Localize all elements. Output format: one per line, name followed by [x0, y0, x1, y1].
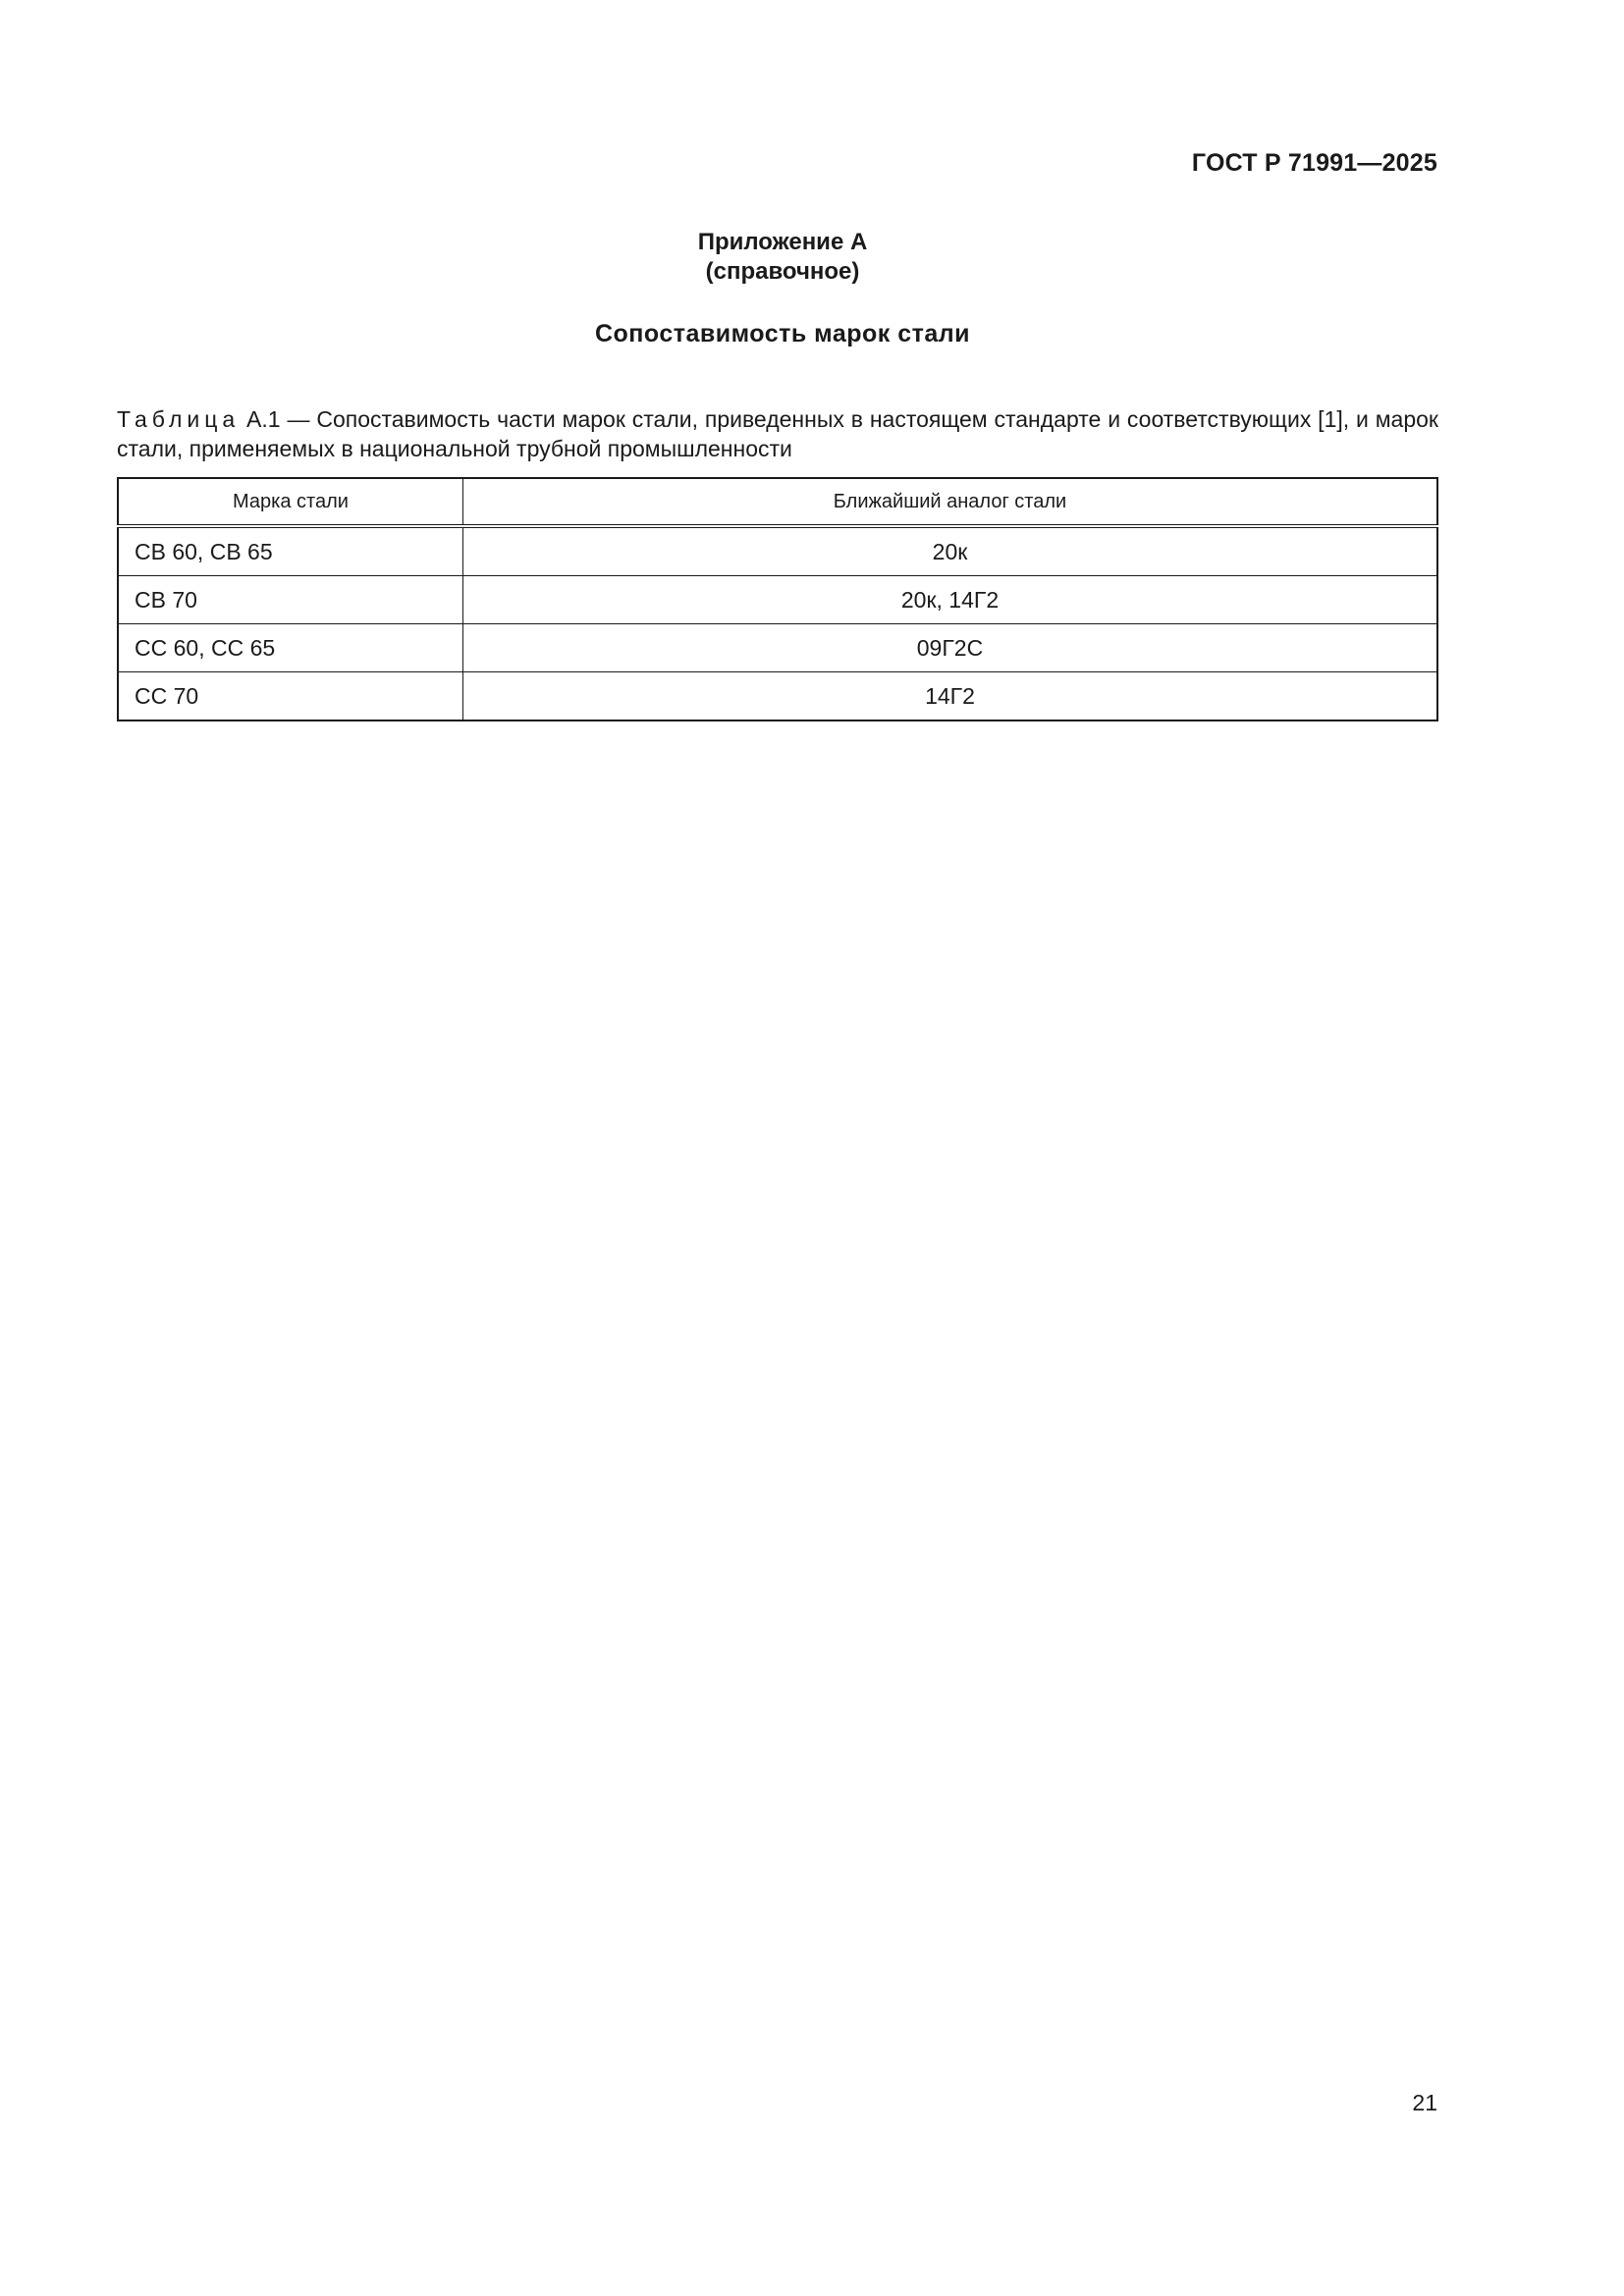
table-caption	[117, 404, 1438, 463]
table-row	[118, 576, 1437, 624]
cell-closest-analog: 20к, 14Г2	[463, 576, 1438, 624]
cell-closest-analog: 20к	[463, 526, 1438, 576]
page-number: 21	[1412, 2090, 1437, 2115]
cell-closest-analog: 14Г2	[463, 672, 1438, 721]
header-closest-analog: Ближайший аналог стали	[463, 478, 1438, 526]
annex-heading	[0, 228, 1565, 287]
table-row	[118, 624, 1437, 672]
section-title: Сопоставимость марок стали	[594, 320, 971, 347]
table-caption-text: А.1 — Сопоставимость части марок стали, приведенных в настоящем стандарте и соответствующих [1], и марок стали, применяемых в национальной трубной промышленности	[117, 406, 1438, 461]
table-row	[118, 672, 1437, 721]
header-steel-grade: Марка стали	[118, 478, 463, 526]
cell-steel-grade: СВ 70	[118, 576, 463, 624]
table-row	[118, 526, 1437, 576]
steel-grade-table	[117, 477, 1438, 721]
cell-steel-grade: СС 60, СС 65	[118, 624, 463, 672]
table-caption-label: Таблица	[117, 406, 241, 432]
annex-title: Приложение А	[697, 229, 868, 255]
document-code: ГОСТ Р 71991—2025	[1191, 149, 1437, 177]
table-header-row	[118, 478, 1437, 526]
cell-steel-grade: СВ 60, СВ 65	[118, 526, 463, 576]
cell-steel-grade: СС 70	[118, 672, 463, 721]
cell-closest-analog: 09Г2С	[463, 624, 1438, 672]
annex-subtitle: (справочное)	[705, 258, 860, 285]
